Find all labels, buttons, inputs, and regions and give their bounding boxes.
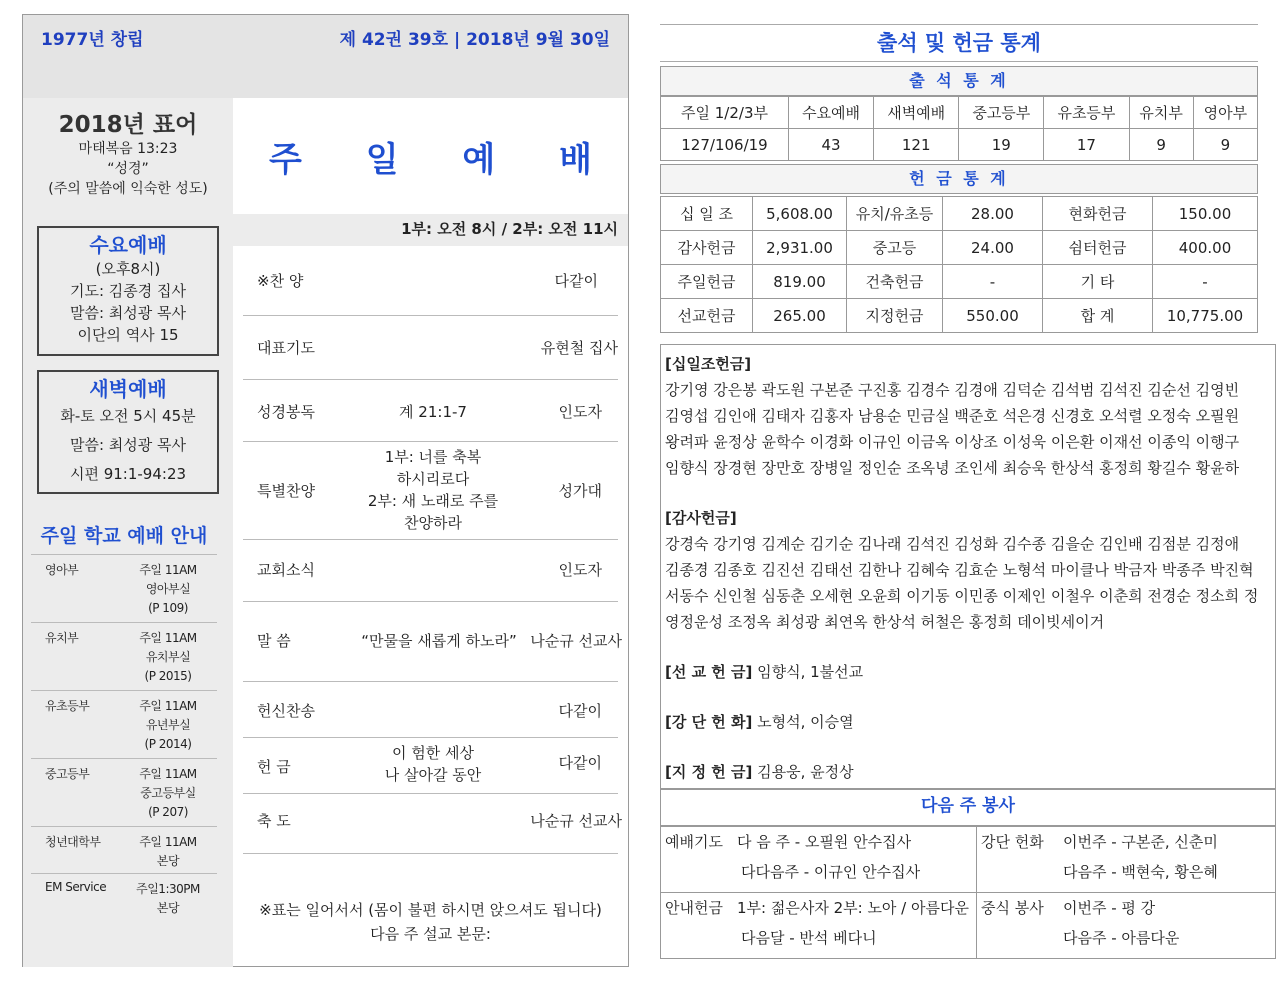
offering-amount: 550.00 [943, 299, 1043, 333]
school-row [31, 691, 217, 759]
duty-cell-usher [661, 893, 977, 959]
offering-amount: 265.00 [753, 299, 847, 333]
tithe-block [665, 351, 1271, 481]
attendance-header: 유치부 [1129, 97, 1193, 129]
offering-amount: 150.00 [1153, 197, 1258, 231]
school-room: 중고등부실 [140, 786, 196, 800]
attendance-header: 주일 1/2/3부 [661, 97, 789, 129]
order-label: 교회소식 [257, 561, 315, 579]
offering-amount: 2,931.00 [753, 231, 847, 265]
order-label: 헌신찬송 [257, 702, 315, 720]
dawn-title: 새벽예배 [89, 377, 167, 401]
school-info [119, 827, 217, 873]
tithe-heading: [십일조헌금] [665, 355, 752, 373]
sermon-title: “만물을 새롭게 하노라” [361, 632, 517, 650]
duty-label: 강단 헌화 [981, 833, 1044, 851]
thanks-block [665, 505, 1271, 635]
mission-heading: [선 교 헌 금] [665, 663, 753, 681]
school-room-number: (P 2014) [144, 737, 192, 751]
attendance-value: 9 [1129, 129, 1193, 161]
school-info [119, 691, 217, 758]
school-dept: 유초등부 [45, 699, 90, 713]
attendance-value: 17 [1044, 129, 1129, 161]
footer-note [233, 898, 628, 946]
duty-row [661, 893, 1276, 959]
offering-table [660, 196, 1258, 333]
designated-names: 김용웅, 윤정상 [752, 763, 854, 781]
designated-block [665, 759, 1271, 785]
wednesday-time: (오후8시) [95, 260, 161, 278]
school-dept: 영아부 [45, 563, 79, 577]
motto-box [23, 98, 233, 210]
offering-amount: 24.00 [943, 231, 1043, 265]
school-room: 본당 [156, 854, 180, 868]
duty-cell-altar-flower [977, 827, 1276, 893]
school-row [31, 623, 217, 691]
order-label: 축 도 [257, 812, 291, 830]
attendance-header: 영아부 [1193, 97, 1257, 129]
school-room: 유년부실 [145, 718, 191, 732]
school-row [31, 555, 217, 623]
school-room: 본당 [156, 901, 180, 915]
attendance-header: 수요예배 [789, 97, 874, 129]
duty-cell-prayer [661, 827, 977, 893]
order-leader: 다같이 [558, 702, 602, 720]
designated-heading: [지 정 헌 금] [665, 763, 753, 781]
offering-category: 감사헌금 [661, 231, 753, 265]
altar-flower-heading: [강 단 헌 화] [665, 713, 753, 731]
offering-row [661, 265, 1258, 299]
school-row [31, 874, 217, 921]
offering-category: 주일헌금 [661, 265, 753, 299]
offering-category: 건축헌금 [847, 265, 943, 299]
school-time: 주일 11AM [139, 563, 197, 577]
order-row-scripture [243, 380, 618, 442]
special-music-line: 찬양하라 [404, 514, 462, 532]
duty-value: 이번주 - 구본준, 신춘미 [1063, 833, 1218, 851]
order-row-dedication-hymn [243, 682, 618, 738]
motto-word: “성경” [107, 161, 149, 177]
order-row-hymn [243, 246, 618, 316]
duty-label: 안내헌금 [665, 899, 723, 917]
offering-row [661, 197, 1258, 231]
offering-hymn-line: 이 험한 세상 [392, 744, 474, 762]
school-dept: 유치부 [45, 631, 79, 645]
offering-category: 지정헌금 [847, 299, 943, 333]
tithe-names: 강기영 강은봉 곽도원 구본준 구진홍 김경수 김경애 김덕순 김석범 김석진 김순선 김영빈 김영섭 김인애 김태자 김홍자 남용순 민금실 백준호 석은경 신경호 오석렬 오정숙 오필원 왕려파 윤정상 윤학수 이경화 이규인 이금옥 이상조 이성욱 이은환 이재선 이종익 이행구 임향식 장경현 장만호 장병일 정인순 조옥녕 조인세 최승욱 한상석 홍정희 황길수 황윤하 [665, 381, 1240, 477]
attendance-value-row [661, 129, 1258, 161]
school-info [119, 555, 217, 622]
offering-amount: 819.00 [753, 265, 847, 299]
offering-amount: - [1153, 265, 1258, 299]
school-time: 주일 11AM [139, 699, 197, 713]
wednesday-prayer: 기도: 김종경 집사 [69, 282, 187, 300]
order-label: 대표기도 [257, 339, 315, 357]
duty-label: 예배기도 [665, 833, 723, 851]
order-leader: 유현철 집사 [540, 339, 618, 357]
duty-value: 다음달 - 반석 베다니 [741, 929, 877, 947]
wednesday-title: 수요예배 [89, 233, 167, 257]
order-label: 성경봉독 [257, 403, 315, 421]
offering-category: 쉼터헌금 [1043, 231, 1153, 265]
school-time: 주일 11AM [139, 835, 197, 849]
order-label: 말 씀 [257, 632, 291, 650]
special-music-line: 1부: 너를 축복 [384, 448, 482, 466]
order-row-special-music [243, 442, 618, 540]
offering-hymn-line: 나 살아갈 동안 [384, 766, 482, 784]
dawn-sermon: 말씀: 최성광 목사 [69, 436, 187, 454]
stats-title-bar [660, 24, 1258, 62]
order-label: 특별찬양 [257, 482, 315, 500]
school-room-number: (P 2015) [144, 669, 192, 683]
duty-label: 중식 봉사 [981, 899, 1044, 917]
thanks-heading: [감사헌금] [665, 509, 737, 527]
order-row-sermon [243, 602, 622, 682]
attendance-title: 출 석 통 계 [660, 66, 1258, 96]
wednesday-sermon: 말씀: 최성광 목사 [69, 304, 187, 322]
special-music-title [343, 446, 523, 534]
scripture-reference: 계 21:1-7 [399, 403, 467, 421]
duty-cell-lunch [977, 893, 1276, 959]
attendance-header: 새벽예배 [874, 97, 959, 129]
bulletin-header [23, 15, 628, 98]
offering-row [661, 231, 1258, 265]
bulletin-stats-page [660, 24, 1258, 966]
mission-names: 임향식, 1불선교 [752, 663, 864, 681]
school-dept: 청년대학부 [45, 835, 101, 849]
altar-flower-block [665, 709, 1271, 735]
attendance-table [660, 96, 1258, 161]
offering-category: 기 타 [1043, 265, 1153, 299]
attendance-value: 43 [789, 129, 874, 161]
school-row [31, 827, 217, 874]
school-room: 영아부실 [145, 582, 191, 596]
school-room-number: (P 109) [148, 601, 188, 615]
school-time: 주일 11AM [139, 767, 197, 781]
sunday-service-order [233, 98, 628, 967]
school-info [119, 874, 217, 921]
duty-value: 다다음주 - 이규인 안수집사 [741, 863, 921, 881]
dawn-time: 화-토 오전 5시 45분 [60, 407, 196, 425]
order-leader: 인도자 [558, 561, 602, 579]
offering-title: 헌 금 통 계 [660, 164, 1258, 194]
school-row [31, 759, 217, 827]
special-music-line: 2부: 새 노래로 주를 [367, 492, 499, 510]
motto-verse: 마태복음 13:23 [78, 141, 178, 157]
order-leader: 나순규 선교사 [530, 632, 622, 650]
order-leader: 다같이 [558, 754, 602, 772]
duty-value: 1부: 젊은사자 2부: 노아 / 아름다운 [737, 899, 969, 917]
wednesday-text: 이단의 역사 15 [77, 326, 179, 344]
mission-block [665, 659, 1271, 685]
school-dept: 중고등부 [45, 767, 90, 781]
offering-category: 선교헌금 [661, 299, 753, 333]
school-time: 주일 11AM [139, 631, 197, 645]
attendance-value: 19 [959, 129, 1044, 161]
order-row-announcements [243, 540, 618, 602]
founded-year: 1977년 창립 [41, 30, 144, 50]
attendance-header: 중고등부 [959, 97, 1044, 129]
sunday-school-title: 주일 학교 예배 안내 [31, 519, 217, 555]
order-leader: 다같이 [554, 272, 598, 290]
left-sidebar [23, 98, 233, 967]
offering-amount: 28.00 [943, 197, 1043, 231]
stats-title: 출석 및 헌금 통계 [877, 31, 1041, 55]
order-leader: 나순규 선교사 [530, 812, 622, 830]
order-row-prayer [243, 316, 618, 380]
offering-category: 합 계 [1043, 299, 1153, 333]
offering-category: 현화헌금 [1043, 197, 1153, 231]
school-dept: EM Service [45, 880, 107, 894]
order-leader: 인도자 [558, 403, 602, 421]
order-row-offering [243, 738, 618, 794]
offering-total: 10,775.00 [1153, 299, 1258, 333]
attendance-value: 127/106/19 [661, 129, 789, 161]
duty-row [661, 827, 1276, 893]
attendance-value: 9 [1193, 129, 1257, 161]
next-week-duty-table [660, 826, 1276, 959]
offering-category: 중고등 [847, 231, 943, 265]
offering-category: 유치/유초등 [847, 197, 943, 231]
special-music-line: 하시리로다 [396, 470, 470, 488]
motto-title: 2018년 표어 [58, 112, 198, 138]
order-leader: 성가대 [558, 482, 602, 500]
offering-category: 십 일 조 [661, 197, 753, 231]
duty-value: 이번주 - 평 강 [1063, 899, 1156, 917]
thanks-names: 강경숙 강기영 김계순 김기순 김나래 김석진 김성화 김수종 김을순 김인배 김점분 김정애 김종경 김종호 김진선 김태선 김한나 김혜숙 김효순 노형석 마이클나 박금자 박종주 박진혁 서동수 신인철 심동춘 오세현 오윤희 이기동 이민종 이제인 이철우 이춘희 전경순 정소희 정 영정운성 조정옥 최성광 최연옥 한상석 허철은 홍정희 데이빗세이거 [665, 535, 1259, 631]
attendance-value: 121 [874, 129, 959, 161]
order-label: 헌 금 [257, 758, 291, 776]
school-time: 주일1:30PM [136, 882, 200, 896]
duty-value: 다 음 주 - 오필원 안수집사 [737, 833, 912, 851]
offering-amount: - [943, 265, 1043, 299]
school-room: 유치부실 [145, 650, 191, 664]
duty-value: 다음주 - 아름다운 [1063, 929, 1180, 947]
school-info [119, 623, 217, 690]
attendance-header-row [661, 97, 1258, 129]
dawn-service-box [37, 370, 219, 494]
offering-amount: 5,608.00 [753, 197, 847, 231]
next-sermon-text: 다음 주 설교 본문: [370, 925, 491, 943]
school-info [119, 759, 217, 826]
motto-description: (주의 말씀에 익숙한 성도) [48, 181, 208, 197]
sunday-school-table [31, 519, 217, 959]
altar-flower-names: 노형석, 이승열 [752, 713, 854, 731]
offering-names [660, 344, 1276, 790]
offering-amount: 400.00 [1153, 231, 1258, 265]
issue-date: 제 42권 39호 | 2018년 9월 30일 [339, 30, 610, 50]
duty-value: 다음주 - 백현숙, 황은혜 [1063, 863, 1218, 881]
wednesday-service-box [37, 226, 219, 356]
next-week-service-title: 다음 주 봉사 [660, 788, 1276, 826]
order-row-benediction [243, 794, 622, 854]
dawn-text: 시편 91:1-94:23 [69, 465, 187, 483]
service-time: 1부: 오전 8시 / 2부: 오전 11시 [233, 214, 628, 246]
school-room-number: (P 207) [148, 805, 188, 819]
attendance-header: 유초등부 [1044, 97, 1129, 129]
offering-hymn-title [343, 742, 523, 786]
standing-note: ※표는 일어서서 (몸이 불편 하시면 앉으셔도 됩니다) [259, 901, 602, 919]
order-label: ※찬 양 [257, 272, 304, 290]
sunday-service-title: 주 일 예 배 [269, 140, 618, 180]
offering-row [661, 299, 1258, 333]
bulletin-front-page [22, 14, 629, 967]
